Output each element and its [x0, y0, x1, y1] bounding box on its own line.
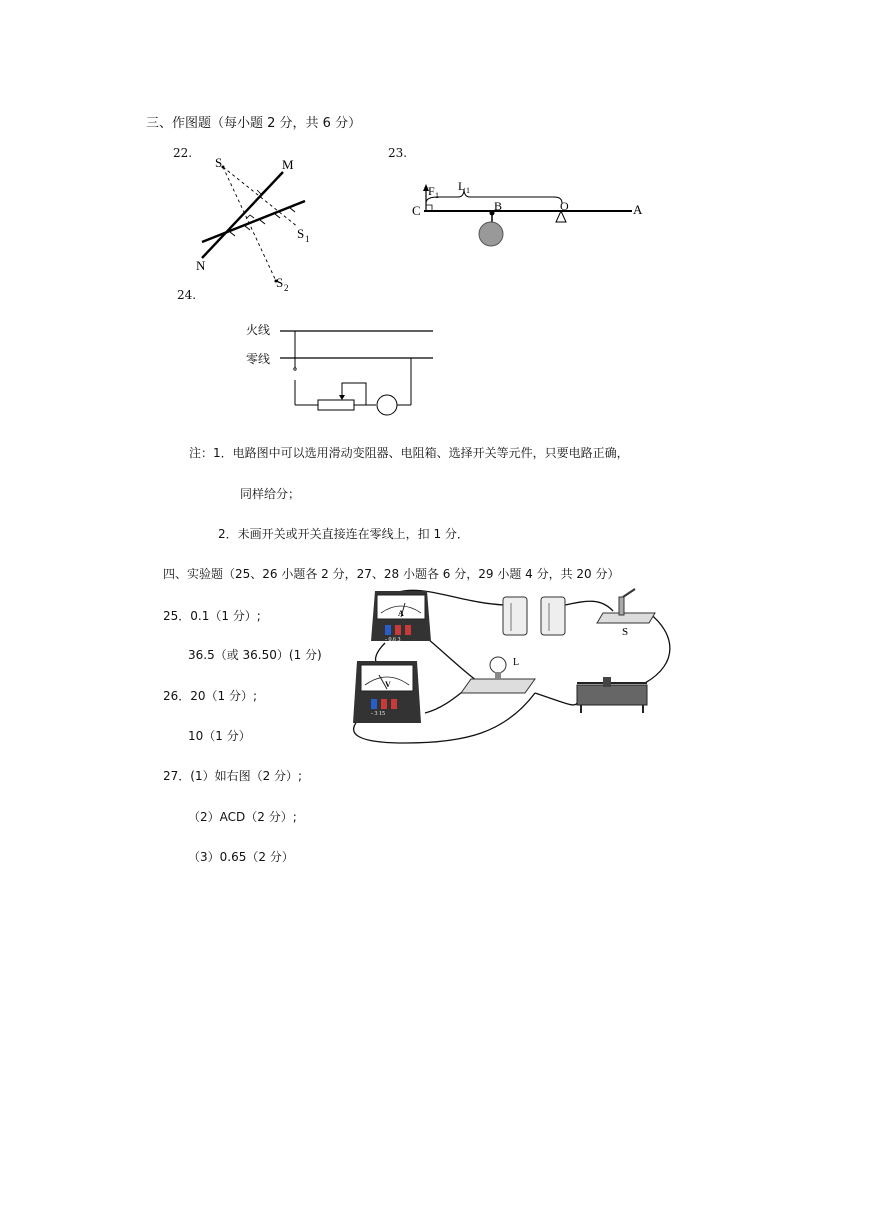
experiment-circuit-figure: [345, 583, 685, 758]
hanging-ball: [479, 222, 503, 246]
switch: [597, 589, 655, 638]
answer-25-2: 36.5（或 36.50）(1 分): [188, 648, 322, 662]
label-l1-sub: 1: [466, 186, 470, 195]
label-l1: L: [458, 179, 466, 193]
mirror-line-2: [202, 201, 305, 242]
lamp-label: L: [513, 657, 520, 668]
q23-number: 23.: [388, 146, 408, 160]
label-s2-sub: 2: [284, 283, 289, 293]
section-4-title: 四、实验题（25、26 小题各 2 分，27、28 小题各 6 分，29 小题 4 分，共 20 分）: [163, 567, 620, 581]
label-f1-sub: 1: [435, 191, 439, 200]
answer-26-2: 10（1 分）: [188, 729, 251, 743]
voltmeter: [353, 661, 421, 723]
ammeter-label: A: [398, 609, 404, 618]
live-wire-label: 火线: [246, 323, 271, 337]
q24-circuit-diagram: [280, 325, 440, 415]
dashed-s-s2: [223, 167, 276, 281]
answer-27-1: 27．(1）如右图（2 分）;: [163, 769, 303, 783]
label-s1-sub: 1: [305, 234, 310, 244]
answer-25-1: 25．0.1（1 分）;: [163, 609, 261, 623]
label-m: M: [282, 157, 294, 172]
label-c: C: [412, 203, 421, 218]
label-o: O: [560, 199, 569, 213]
lamp-board: [461, 657, 535, 693]
q23-lever-diagram: [410, 175, 650, 250]
label-n: N: [196, 258, 206, 273]
label-s1: S: [297, 226, 305, 241]
voltmeter-label: V: [385, 680, 391, 689]
note-2: 2．未画开关或开关直接连在零线上，扣 1 分．: [218, 527, 469, 541]
label-s2: S: [276, 275, 284, 290]
q24-number: 24.: [177, 288, 197, 302]
section-3-title: 三、作图题（每小题 2 分，共 6 分）: [146, 116, 362, 131]
note-1: 注：1．电路图中可以选用滑动变阻器、电阻箱、选择开关等元件，只要电路正确，: [189, 446, 629, 460]
battery-pack: [503, 597, 565, 635]
ammeter: [371, 591, 431, 643]
answer-27-3: （3）0.65（2 分）: [188, 850, 294, 864]
voltmeter-terminals: - 3 15: [371, 711, 385, 717]
label-s: S: [215, 155, 223, 170]
label-b: B: [494, 199, 503, 213]
note-1-cont: 同样给分；: [240, 487, 301, 501]
rheostat: [318, 400, 354, 410]
ammeter-terminals: - 0.6 3: [385, 637, 401, 643]
sliding-rheostat: [577, 677, 647, 713]
label-f1: F: [428, 184, 435, 198]
q22-mirror-diagram: [190, 150, 320, 293]
lamp-symbol: [377, 395, 397, 415]
answer-27-2: （2）ACD（2 分）;: [188, 810, 297, 824]
answer-26-1: 26．20（1 分）;: [163, 689, 258, 703]
q22-number: 22.: [173, 146, 193, 160]
label-a: A: [633, 202, 643, 217]
switch-label: S: [622, 626, 629, 638]
neutral-wire-label: 零线: [246, 352, 271, 366]
